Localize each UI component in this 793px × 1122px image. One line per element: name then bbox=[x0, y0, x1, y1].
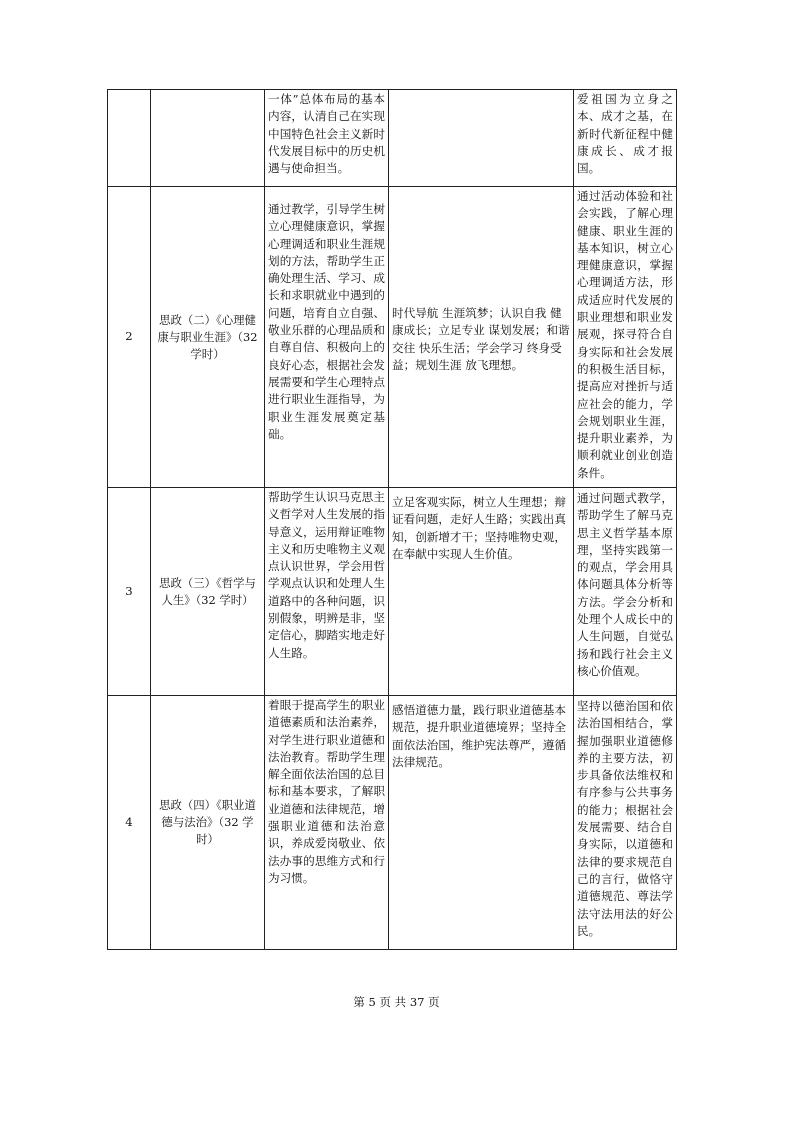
course-goal: 通过活动体验和社会实践，了解心理健康、职业生涯的基本知识，树立心理健康意识，掌握心理调适方法，形成适应时代发展的职业理想和职业发展观，探寻符合自身实际和社会发展的积极生活目标，提高应对挫折与适应社会的能力，学会规划职业生涯，提升职业素养，为顺利就业创业创造条件。 bbox=[574, 187, 677, 488]
course-content: 立足客观实际，树立人生理想；辩证看问题，走好人生路；实践出真知，创新增才干；坚持唯物史观，在奉献中实现人生价值。 bbox=[389, 488, 574, 696]
course-objective: 着眼于提高学生的职业道德素质和法治素养，对学生进行职业道德和法治教育。帮助学生理解全面依法治国的总目标和基本要求，了解职业道德和法律规范，增强职业道德和法治意识，养成爱岗敬业、依法办事的思维方式和行为习惯。 bbox=[265, 696, 389, 950]
course-objective: 帮助学生认识马克思主义哲学对人生发展的指导意义，运用辩证唯物主义和历史唯物主义观点认识世界，学会用哲学观点认识和处理人生道路中的各种问题，识别假象，明辨是非，坚定信心，脚踏实地走好人生路。 bbox=[265, 488, 389, 696]
row-number: 2 bbox=[108, 187, 151, 488]
course-content: 时代导航 生涯筑梦；认识自我 健康成长；立足专业 谋划发展；和谐交往 快乐生活；学会学习 终身受益；规划生涯 放飞理想。 bbox=[389, 187, 574, 488]
row-number bbox=[108, 90, 151, 187]
row-number: 3 bbox=[108, 488, 151, 696]
course-goal: 坚持以德治国和依法治国相结合，掌握加强职业道德修养的主要方法，初步具备依法维权和有序参与公共事务的能力；根据社会发展需要、结合自身实际，以道德和法律的要求规范自己的言行，做恪守道德规范、尊法学法守法用法的好公民。 bbox=[574, 696, 677, 950]
table-row bbox=[108, 90, 677, 187]
course-goal: 通过问题式教学，帮助学生了解马克思主义哲学基本原理，坚持实践第一的观点，学会用具体问题具体分析等方法。学会分析和处理个人成长中的人生问题，自觉弘扬和践行社会主义核心价值观。 bbox=[574, 488, 677, 696]
course-name: 思政（二）《心理健康与职业生涯》（32 学时） bbox=[151, 187, 265, 488]
course-name bbox=[151, 90, 265, 187]
course-name: 思政（四）《职业道德与法治》（32 学时） bbox=[151, 696, 265, 950]
curriculum-table bbox=[107, 89, 677, 950]
course-content: 感悟道德力量，践行职业道德基本规范，提升职业道德境界；坚持全面依法治国，维护宪法尊严，遵循法律规范。 bbox=[389, 696, 574, 950]
table-row bbox=[108, 187, 677, 488]
table-row bbox=[108, 696, 677, 950]
table-row bbox=[108, 488, 677, 696]
course-content bbox=[389, 90, 574, 187]
page-footer: 第 5 页 共 37 页 bbox=[353, 995, 440, 1009]
course-name: 思政（三）《哲学与人生》（32 学时） bbox=[151, 488, 265, 696]
course-objective: 一体”总体布局的基本内容，认清自己在实现中国特色社会主义新时代发展目标中的历史机遇与使命担当。 bbox=[265, 90, 389, 187]
course-goal: 爱祖国为立身之本、成才之基，在新时代新征程中健康成长、成才报国。 bbox=[574, 90, 677, 187]
row-number: 4 bbox=[108, 696, 151, 950]
course-objective: 通过教学，引导学生树立心理健康意识，掌握心理调适和职业生涯规划的方法，帮助学生正确处理生活、学习、成长和求职就业中遇到的问题，培育自立自强、敬业乐群的心理品质和自尊自信、积极向上的良好心态，根据社会发展需要和学生心理特点进行职业生涯指导，为职业生涯发展奠定基础。 bbox=[265, 187, 389, 488]
